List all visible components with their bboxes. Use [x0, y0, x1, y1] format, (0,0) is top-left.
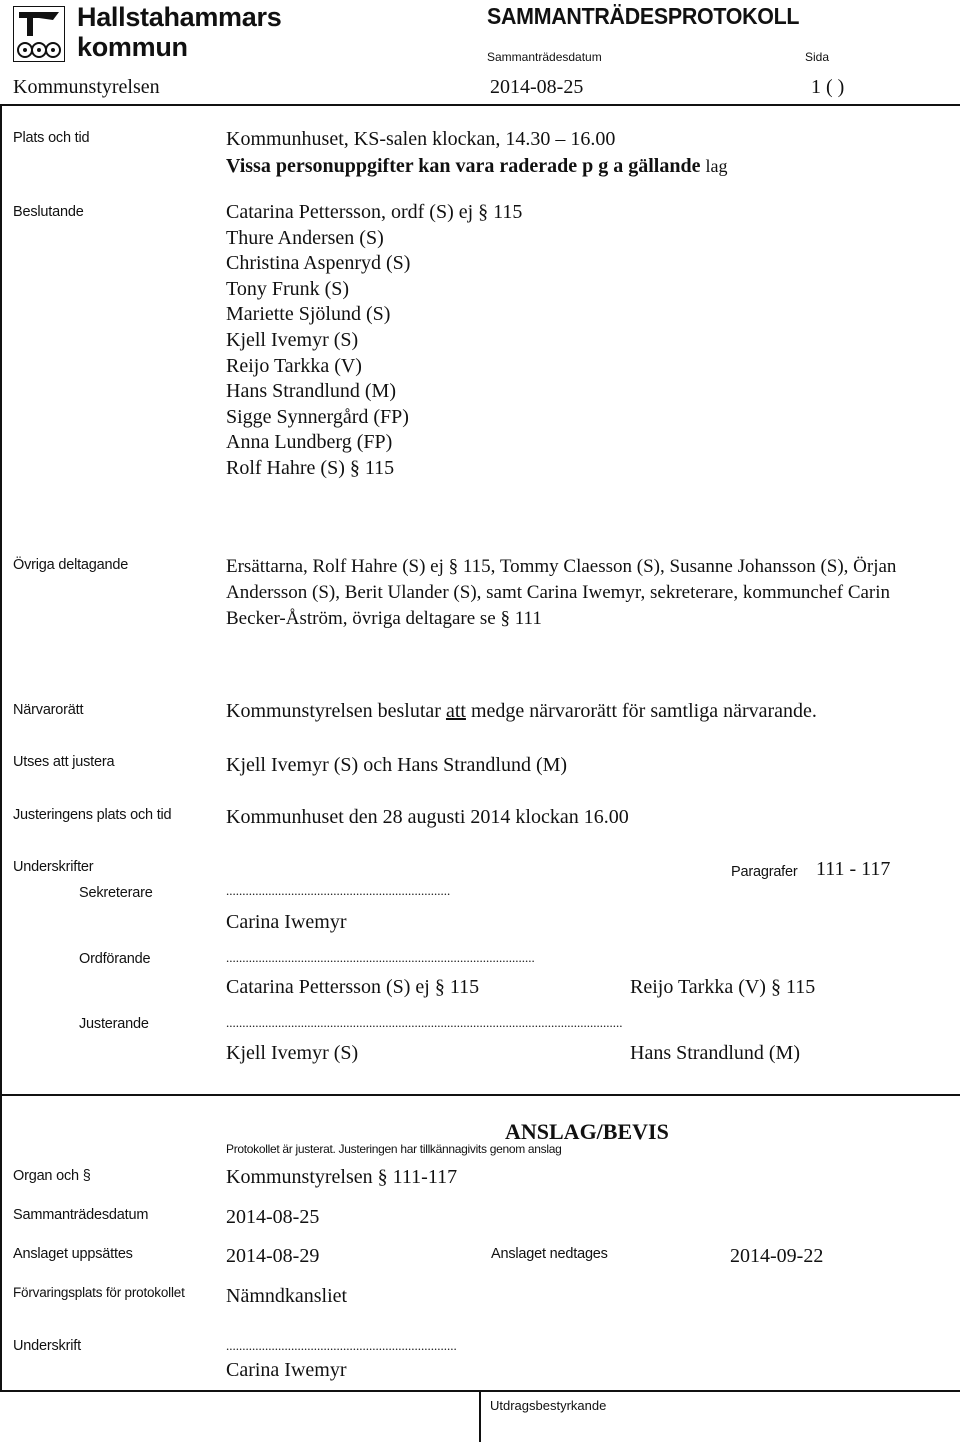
notice-date-value: 2014-08-25 [226, 1206, 320, 1228]
logo-line-2: kommun [77, 32, 188, 62]
adjusters-value: Kjell Ivemyr (S) och Hans Strandlund (M) [226, 754, 568, 776]
presence-text-pre: Kommunstyrelsen beslutar [226, 700, 446, 722]
deciding-member: Reijo Tarkka (V) [226, 354, 362, 377]
meeting-date: 2014-08-25 [490, 76, 584, 98]
page-label: Sida [805, 50, 830, 64]
place-and-time-value: Kommunhuset, KS-salen klockan, 14.30 – 16.00 [226, 128, 616, 150]
notice-signature-name: Carina Iwemyr [226, 1359, 347, 1381]
place-and-time-label: Plats och tid [13, 130, 90, 146]
privacy-note-text: Vissa personuppgifter kan vara raderade p g a gällande [226, 155, 701, 177]
posted-value: 2014-08-29 [226, 1245, 320, 1267]
chair-signature-line: ............................................................................................... [226, 950, 535, 965]
page-number: 1 ( ) [811, 76, 845, 98]
posted-label: Anslaget uppsättes [13, 1246, 133, 1262]
adjustment-place-label: Justeringens plats och tid [13, 807, 172, 823]
presence-text-post: medge närvarorätt för samtliga närvarande. [465, 700, 817, 722]
deciding-member: Rolf Hahre (S) § 115 [226, 456, 395, 479]
adjuster-name-2: Hans Strandlund (M) [630, 1042, 800, 1064]
storage-label: Förvaringsplats för protokollet [13, 1285, 185, 1300]
privacy-note [226, 155, 727, 178]
secretary-name: Carina Iwemyr [226, 911, 347, 933]
secretary-signature-line: ..................................................................... [226, 883, 451, 898]
municipality-logo-wordmark [77, 2, 281, 62]
chair-label: Ordförande [79, 951, 151, 967]
adjuster-label: Justerande [79, 1016, 149, 1032]
secretary-label: Sekreterare [79, 885, 153, 901]
deciding-member: Catarina Pettersson, ordf (S) ej § 115 [226, 201, 523, 223]
deciding-member: Anna Lundberg (FP) [226, 431, 393, 454]
signatures-label: Underskrifter [13, 859, 94, 875]
municipality-logo-icon [13, 6, 65, 62]
deciding-member: Tony Frunk (S) [226, 277, 350, 300]
chair-name-2: Reijo Tarkka (V) § 115 [630, 976, 816, 998]
certified-copy-label: Utdragsbestyrkande [490, 1398, 607, 1413]
adjusters-label: Utses att justera [13, 754, 115, 770]
adjuster-name: Kjell Ivemyr (S) [226, 1042, 359, 1064]
deciding-member: Mariette Sjölund (S) [226, 303, 391, 326]
organ-label: Organ och § [13, 1168, 91, 1184]
deciding-member: Hans Strandlund (M) [226, 380, 396, 403]
presence-right-label: Närvarorätt [13, 702, 84, 718]
paragraphs-value: 111 - 117 [816, 858, 891, 880]
meeting-date-label: Sammanträdesdatum [487, 50, 602, 64]
adjuster-signature-line: .......................................................................................................................... [226, 1015, 623, 1030]
notice-date-label: Sammanträdesdatum [13, 1207, 149, 1223]
removed-label: Anslaget nedtages [491, 1246, 608, 1262]
paragraphs-label: Paragrafer [731, 864, 798, 880]
certified-box-left [479, 1390, 481, 1442]
chair-name: Catarina Pettersson (S) ej § 115 [226, 976, 480, 998]
notice-divider [0, 1094, 960, 1096]
deciding-member: Sigge Synnergård (FP) [226, 405, 409, 428]
deciding-members-list [226, 200, 522, 482]
notice-signature-line: ....................................................................... [226, 1338, 457, 1353]
notice-subtitle: Protokollet är justerat. Justeringen har tillkännagivits genom anslag [226, 1142, 562, 1156]
deciding-member: Kjell Ivemyr (S) [226, 328, 359, 351]
deciding-members-label: Beslutande [13, 204, 84, 220]
organ-value: Kommunstyrelsen § 111-117 [226, 1166, 458, 1188]
presence-text-underlined: att [445, 700, 466, 722]
logo-line-1: Hallstahammars [77, 2, 282, 32]
deciding-member: Thure Andersen (S) [226, 226, 384, 249]
header-divider [0, 104, 960, 106]
deciding-member: Christina Aspenryd (S) [226, 252, 411, 275]
left-border [0, 104, 2, 1392]
other-participants-label: Övriga deltagande [13, 557, 129, 573]
storage-value: Nämndkansliet [226, 1285, 348, 1307]
committee-name: Kommunstyrelsen [13, 76, 160, 98]
notice-signature-label: Underskrift [13, 1338, 81, 1354]
document-title: SAMMANTRÄDESPROTOKOLL [487, 3, 800, 29]
other-participants-value: Ersättarna, Rolf Hahre (S) ej § 115, Tommy Claesson (S), Susanne Johansson (S), Örjan Andersson (S), Berit Ulander (S), samt Carina Iwemyr, sekreterare, kommunchef Carin Becker-Åström, övriga deltagare se § 111 [226, 556, 897, 629]
notice-title: ANSLAG/BEVIS [505, 1119, 669, 1144]
removed-value: 2014-09-22 [730, 1245, 824, 1267]
privacy-note-tail: lag [705, 156, 728, 176]
adjustment-place-value: Kommunhuset den 28 augusti 2014 klockan 16.00 [226, 806, 629, 828]
presence-right-value [226, 700, 817, 723]
